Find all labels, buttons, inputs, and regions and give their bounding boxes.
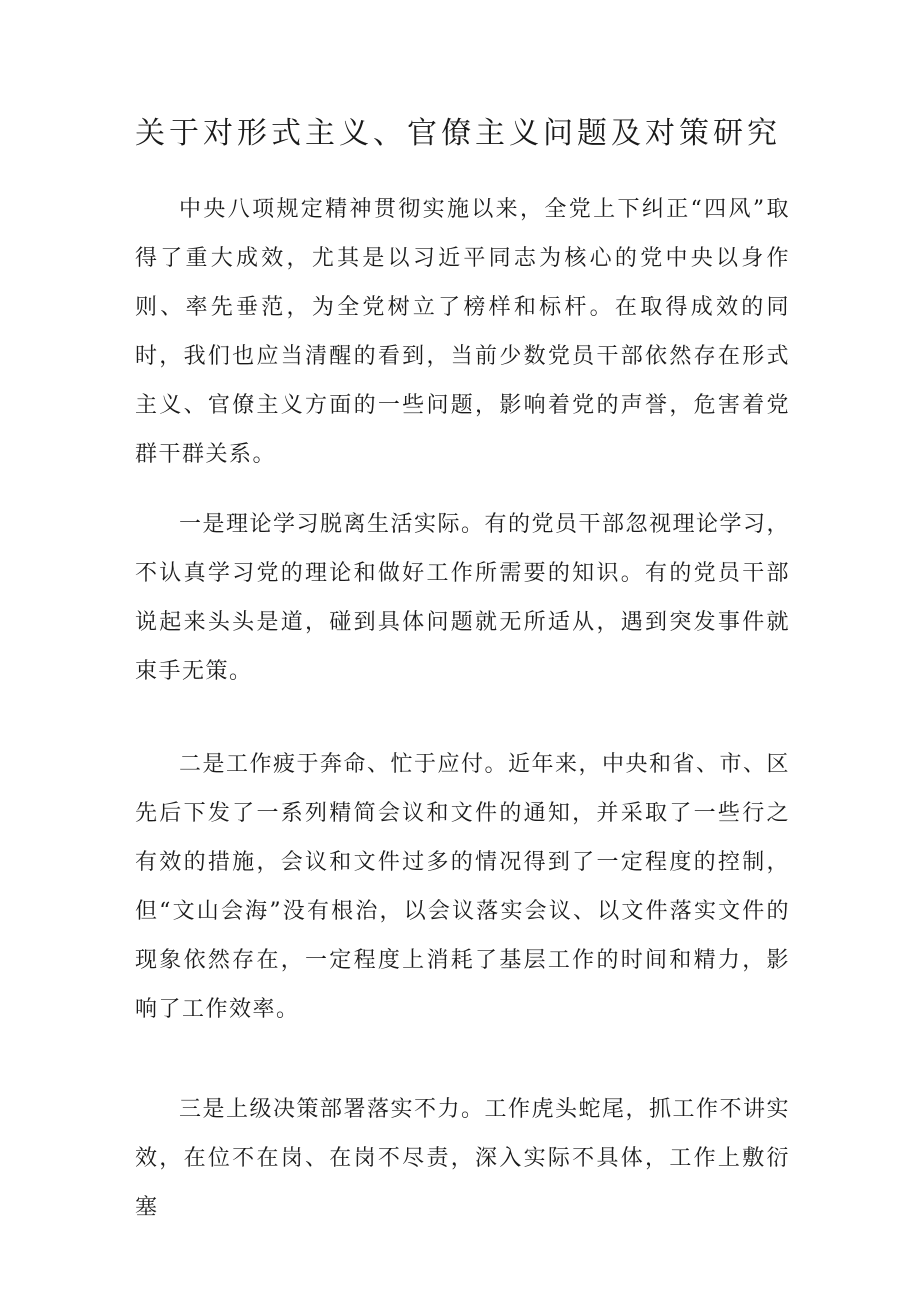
document-title: 关于对形式主义、官僚主义问题及对策研究 [135,116,781,151]
paragraph-point-two: 二是工作疲于奔命、忙于应付。近年来，中央和省、市、区先后下发了一系列精简会议和文件的通知，并采取了一些行之有效的措施，会议和文件过多的情况得到了一定程度的控制，但“文山会海”没有根治，以会议落实会议、以文件落实文件的现象依然存在，一定程度上消耗了基层工作的时间和精力，影响了工作效率。 [135,752,791,1022]
paragraph-point-three: 三是上级决策部署落实不力。工作虎头蛇尾，抓工作不讲实效，在位不在岗、在岗不尽责，深入实际不具体，工作上敷衍塞 [135,1097,791,1220]
paragraph-point-one: 一是理论学习脱离生活实际。有的党员干部忽视理论学习，不认真学习党的理论和做好工作所需要的知识。有的党员干部说起来头头是道，碰到具体问题就无所适从，遇到突发事件就束手无策。 [135,512,791,684]
paragraph-intro: 中央八项规定精神贯彻实施以来，全党上下纠正“四风”取得了重大成效，尤其是以习近平同志为核心的党中央以身作则、率先垂范，为全党树立了榜样和标杆。在取得成效的同时，我们也应当清醒的看到，当前少数党员干部依然存在形式主义、官僚主义方面的一些问题，影响着党的声誉，危害着党群干群关系。 [135,197,790,467]
